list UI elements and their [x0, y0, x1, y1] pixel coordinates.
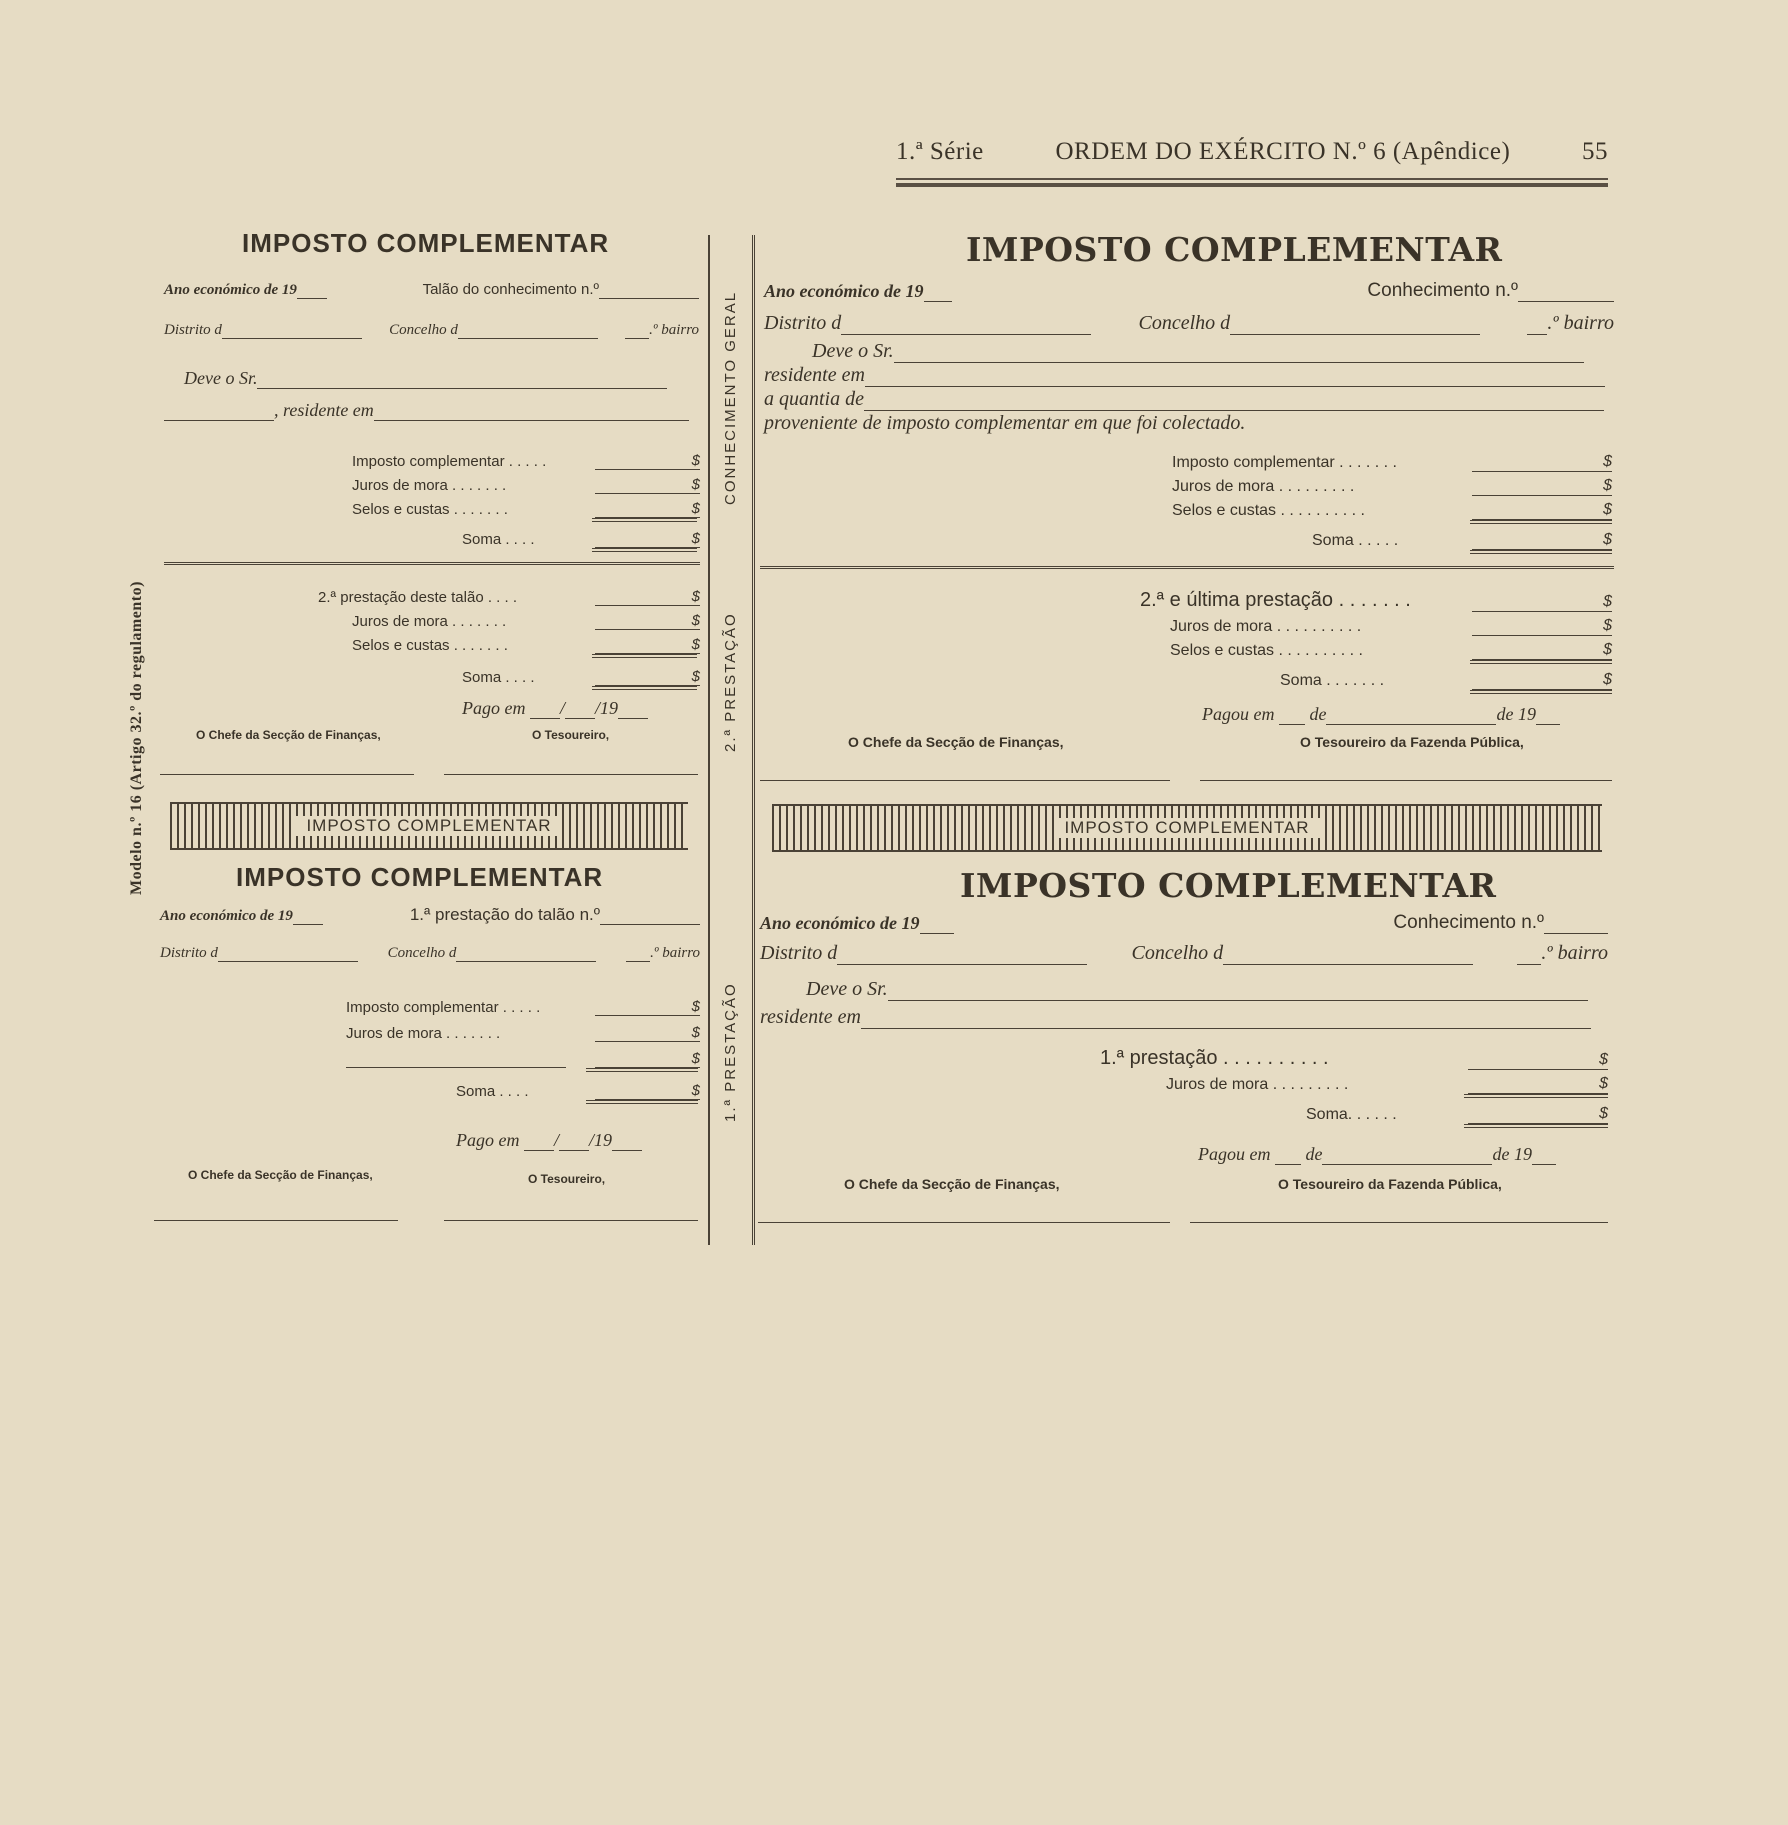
item-imposto: Imposto complementar . . . . . . . [1172, 454, 1397, 471]
amount-field: $ [595, 500, 700, 518]
residente-label: , residente em [274, 400, 374, 420]
item-2a-prestacao: 2.ª prestação deste talão . . . . [318, 589, 517, 606]
ano-label: Ano económico de 19 [164, 282, 297, 298]
right-mid-items [1140, 586, 1612, 694]
right-bottom-title: IMPOSTO COMPLEMENTAR [960, 866, 1497, 905]
right-top-residente [764, 364, 1614, 387]
ano-label: Ano económico de 19 [764, 281, 924, 301]
amount-field: $ [1468, 1051, 1608, 1070]
item-selos: Selos e custas . . . . . . . [352, 501, 508, 518]
left-bottom-pago: Pago em / /19 [456, 1130, 642, 1151]
right-perforation-band [772, 804, 1602, 852]
bairro-label: .º bairro [650, 945, 700, 961]
right-top-title: IMPOSTO COMPLEMENTAR [966, 230, 1503, 269]
item-2a-ultima-prestacao: 2.ª e última prestação . . . . . . . [1140, 589, 1411, 611]
soma-label: Soma . . . . . [1312, 532, 1399, 549]
quantia-label: a quantia de [764, 388, 864, 410]
right-top-items [1172, 448, 1612, 554]
residente-label: residente em [764, 364, 865, 386]
item-juros: Juros de mora . . . . . . . [352, 477, 507, 494]
amount-field: $ [595, 530, 700, 548]
pagou-label: Pagou em [1198, 1144, 1271, 1164]
right-bottom-tesoureiro: O Tesoureiro da Fazenda Pública, [1278, 1176, 1502, 1192]
left-perforation-band [170, 802, 688, 850]
signature-line [1200, 780, 1612, 781]
left-top-row2 [164, 322, 699, 339]
left-bottom-chefe: O Chefe da Secção de Finanças, [188, 1168, 373, 1182]
deve-label: Deve o Sr. [806, 978, 888, 1000]
signature-line [160, 774, 414, 775]
talao-label: 1.ª prestação do talão n.º [409, 905, 600, 924]
item-selos: Selos e custas . . . . . . . [352, 637, 508, 654]
pagou-label: Pagou em [1202, 704, 1275, 724]
de-label: de [1309, 704, 1327, 724]
right-rule-1 [760, 566, 1614, 569]
left-bottom-row1 [160, 904, 700, 925]
distrito-label: Distrito d [160, 945, 218, 961]
left-top-deve [184, 368, 699, 389]
signature-line [444, 774, 698, 775]
distrito-label: Distrito d [764, 312, 842, 334]
amount-field: $ [1472, 477, 1612, 496]
header-rule [896, 178, 1608, 180]
pago-year: /19 [589, 1130, 613, 1150]
conhecimento-label: Conhecimento n.º [1367, 280, 1518, 301]
item-juros: Juros de mora . . . . . . . . . . [1170, 618, 1362, 635]
amount-field: $ [595, 476, 700, 494]
pago-label: Pago em [462, 698, 526, 718]
de-label: de [1305, 1144, 1323, 1164]
soma-label: Soma . . . . . . . [1280, 672, 1385, 689]
band-label: IMPOSTO COMPLEMENTAR [296, 816, 561, 836]
label-2-prestacao: 2.ª PRESTAÇÃO [722, 612, 739, 752]
bairro-label: .º bairro [1541, 942, 1608, 964]
amount-field: $ [595, 1024, 700, 1042]
deve-label: Deve o Sr. [812, 340, 894, 362]
left-top-items [352, 446, 700, 552]
concelho-label: Concelho d [1131, 942, 1224, 964]
distrito-label: Distrito d [760, 942, 838, 964]
amount-field: $ [595, 588, 700, 606]
left-top-residente [164, 400, 699, 421]
deve-label: Deve o Sr. [184, 368, 258, 388]
talao-label: Talão do conhecimento n.º [422, 281, 599, 298]
concelho-label: Concelho d [389, 322, 458, 338]
signature-line [758, 1222, 1170, 1223]
item-selos: Selos e custas . . . . . . . . . . [1172, 502, 1365, 519]
signature-line [760, 780, 1170, 781]
amount-field: $ [1472, 531, 1612, 550]
right-top-chefe: O Chefe da Secção de Finanças, [848, 734, 1064, 750]
right-bottom-items [1100, 1044, 1608, 1128]
amount-field: $ [1468, 1075, 1608, 1094]
amount-field: $ [595, 636, 700, 654]
amount-field: $ [1472, 641, 1612, 660]
right-top-quantia [764, 388, 1614, 411]
item-imposto: Imposto complementar . . . . . [352, 453, 547, 470]
bairro-label: .º bairro [649, 322, 699, 338]
signature-line [444, 1220, 698, 1221]
amount-field: $ [1472, 671, 1612, 690]
concelho-label: Concelho d [1138, 312, 1231, 334]
right-bottom-pagou [1198, 1144, 1608, 1165]
page-header [896, 138, 1608, 166]
right-top-row1 [764, 280, 1614, 302]
amount-field: $ [1468, 1105, 1608, 1124]
left-mid-tesoureiro: O Tesoureiro, [532, 728, 610, 742]
left-top-title: IMPOSTO COMPLEMENTAR [242, 228, 610, 258]
pago-label: Pago em [456, 1130, 520, 1150]
amount-field: $ [1472, 617, 1612, 636]
residente-label: residente em [760, 1006, 861, 1028]
left-bottom-tesoureiro: O Tesoureiro, [528, 1172, 606, 1186]
signature-line [1190, 1222, 1608, 1223]
right-top-pagou [1202, 704, 1612, 725]
right-bottom-chefe: O Chefe da Secção de Finanças, [844, 1176, 1060, 1192]
amount-field: $ [595, 1082, 700, 1100]
right-bottom-row1 [760, 912, 1608, 934]
right-bottom-deve [806, 978, 1608, 1001]
left-bottom-title: IMPOSTO COMPLEMENTAR [236, 862, 604, 892]
amount-field: $ [595, 612, 700, 630]
soma-label: Soma . . . . [462, 531, 535, 548]
separator-right [752, 235, 755, 1245]
ano-label: Ano económico de 19 [760, 913, 920, 933]
year-label: de 19 [1496, 704, 1536, 724]
right-bottom-row2 [760, 942, 1608, 965]
year-label: de 19 [1492, 1144, 1532, 1164]
item-imposto: Imposto complementar . . . . . [346, 999, 541, 1016]
separator-left [708, 235, 710, 1245]
left-bottom-items [346, 990, 700, 1104]
right-top-row2 [764, 312, 1614, 335]
soma-label: Soma. . . . . . [1306, 1106, 1397, 1123]
publication-title: ORDEM DO EXÉRCITO N.º 6 (Apêndice) [1055, 138, 1511, 165]
item-1a-prestacao: 1.ª prestação . . . . . . . . . . [1100, 1047, 1329, 1069]
left-top-row1 [164, 278, 699, 299]
conhecimento-label: Conhecimento n.º [1393, 912, 1544, 933]
soma-label: Soma . . . . [456, 1083, 529, 1100]
concelho-label: Concelho d [387, 945, 457, 961]
distrito-label: Distrito d [164, 322, 222, 338]
signature-line [154, 1220, 398, 1221]
item-juros: Juros de mora . . . . . . . [346, 1025, 501, 1042]
amount-field: $ [595, 998, 700, 1016]
model-note: Modelo n.º 16 (Artigo 32.º do regulamento) [128, 581, 145, 895]
series-label: 1.ª Série [896, 138, 984, 165]
soma-label: Soma . . . . [462, 669, 535, 686]
amount-field: $ [595, 1050, 700, 1068]
item-juros: Juros de mora . . . . . . . [352, 613, 507, 630]
right-bottom-residente [760, 1006, 1608, 1029]
left-bottom-row2 [160, 945, 700, 962]
amount-field: $ [1472, 501, 1612, 520]
amount-field: $ [595, 452, 700, 470]
band-label: IMPOSTO COMPLEMENTAR [1054, 818, 1319, 838]
item-selos: Selos e custas . . . . . . . . . . [1170, 642, 1363, 659]
left-mid-pago: Pago em / /19 [462, 698, 648, 719]
pago-year: /19 [595, 698, 619, 718]
item-juros: Juros de mora . . . . . . . . . [1166, 1076, 1349, 1093]
header-rule-thick [896, 183, 1608, 187]
amount-field: $ [1472, 453, 1612, 472]
page-number: 55 [1581, 138, 1608, 165]
left-mid-items [318, 582, 700, 690]
amount-field: $ [595, 668, 700, 686]
amount-field: $ [1472, 593, 1612, 612]
right-top-deve [812, 340, 1614, 363]
label-conhecimento-geral: CONHECIMENTO GERAL [722, 290, 739, 505]
right-top-tesoureiro: O Tesoureiro da Fazenda Pública, [1300, 734, 1524, 750]
right-top-proveniente: proveniente de imposto complementar em que foi colectado. [764, 412, 1246, 434]
item-juros: Juros de mora . . . . . . . . . [1172, 478, 1355, 495]
left-mid-chefe: O Chefe da Secção de Finanças, [196, 728, 381, 742]
label-1-prestacao: 1.ª PRESTAÇÃO [722, 982, 739, 1122]
bairro-label: .º bairro [1547, 312, 1614, 334]
left-rule-1 [164, 562, 700, 565]
ano-label: Ano económico de 19 [160, 908, 293, 924]
